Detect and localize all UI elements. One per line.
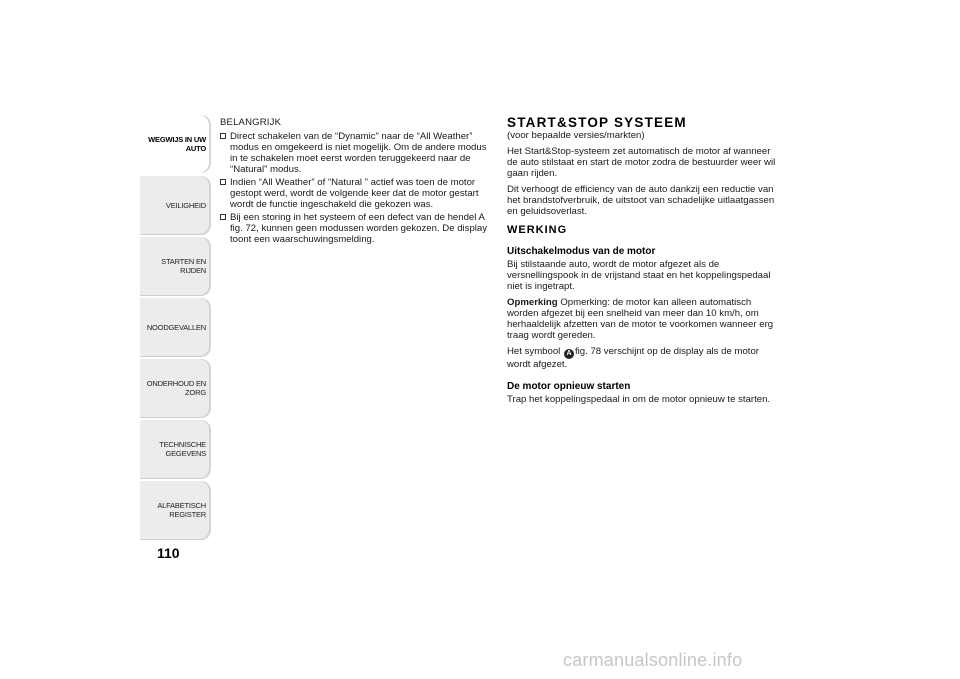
- page-number: 110: [157, 545, 180, 561]
- tab-onderhoud-en-zorg[interactable]: [140, 359, 211, 417]
- stop-mode-heading: Uitschakelmodus van de motor: [507, 246, 656, 257]
- list-item: Direct schakelen van de “Dynamic” naar de “All Weather” modus en omgekeerd is niet mogelijk. Om de andere modus in te schakelen moet eerst worden teruggekeerd naar de “Natural” modus.: [220, 131, 495, 175]
- restart-text: Trap het koppelingspedaal in om de motor opnieuw te starten.: [507, 394, 771, 405]
- tab-label: ONDERHOUD EN ZORG: [146, 379, 206, 397]
- tab-alfabetisch-register[interactable]: [140, 481, 211, 539]
- intro-paragraph: Het Start&Stop-systeem zet automatisch de motor af wanneer de auto stilstaat en start de motor zodra de bestuurder weer wil gaan rijden.: [507, 146, 776, 179]
- symbol-paragraph: [507, 346, 782, 370]
- chapter-tabs: [140, 115, 211, 542]
- section-subtitle: (voor bepaalde versies/markten): [507, 130, 645, 141]
- tab-label: ALFABETISCH REGISTER: [157, 501, 206, 519]
- tab-wegwijs-in-uw-auto[interactable]: [140, 115, 211, 173]
- stop-mode-text: Bij stilstaande auto, wordt de motor afgezet als de versnellingspook in de vrijstand staat en het koppelingspedaal niet is ingetrapt.: [507, 259, 771, 292]
- tab-label: STARTEN EN RIJDEN: [161, 257, 206, 275]
- tab-noodgevallen[interactable]: [140, 298, 211, 356]
- symbol-text-before: Het symbool: [507, 346, 561, 357]
- section-title: START&STOP SYSTEEM: [507, 115, 687, 130]
- restart-heading: De motor opnieuw starten: [507, 381, 631, 392]
- tab-label: VEILIGHEID: [165, 200, 206, 210]
- tab-label: TECHNISCHE GEGEVENS: [159, 440, 206, 458]
- important-heading: BELANGRIJK: [220, 117, 282, 128]
- list-item: Bij een storing in het systeem of een defect van de hendel A fig. 72, kunnen geen modussen worden gekozen. De display toont een waarschuwingsmelding.: [220, 212, 495, 245]
- right-column: [507, 116, 782, 410]
- tab-technische-gegevens[interactable]: [140, 420, 211, 478]
- note-text: Opmerking: de motor kan alleen automatisch worden afgezet bij een snelheid van meer dan 10 km/h, om herhaaldelijk afzetten van de motor te voorkomen wanneer erg traag wordt gereden.: [507, 297, 774, 341]
- note-label: Opmerking: [507, 297, 558, 308]
- important-list: [220, 131, 495, 245]
- tab-label: NOODGEVALLEN: [146, 322, 206, 332]
- symbol-text-after: fig. 78 verschijnt op de display als de motor wordt afgezet.: [507, 346, 759, 370]
- intro-paragraph: Dit verhoogt de efficiency van de auto dankzij een reductie van het brandstofverbruik, de uitstoot van schadelijke uitlaatgassen en geluidsoverlast.: [507, 184, 775, 217]
- list-item: Indien “All Weather” of “Natural ” actief was toen de motor gestopt werd, wordt de volgende keer dat de motor gestart wordt de functie ingeschakeld die gekozen was.: [220, 177, 495, 210]
- watermark: carmanualsonline.info: [563, 650, 743, 670]
- start-stop-symbol-icon: A: [564, 349, 574, 359]
- tab-starten-en-rijden[interactable]: [140, 237, 211, 295]
- werking-heading: WERKING: [507, 224, 568, 236]
- tab-veiligheid[interactable]: [140, 176, 211, 234]
- tab-label: WEGWIJS IN UW AUTO: [148, 135, 206, 153]
- note-paragraph: [507, 297, 782, 341]
- left-column: [220, 117, 495, 247]
